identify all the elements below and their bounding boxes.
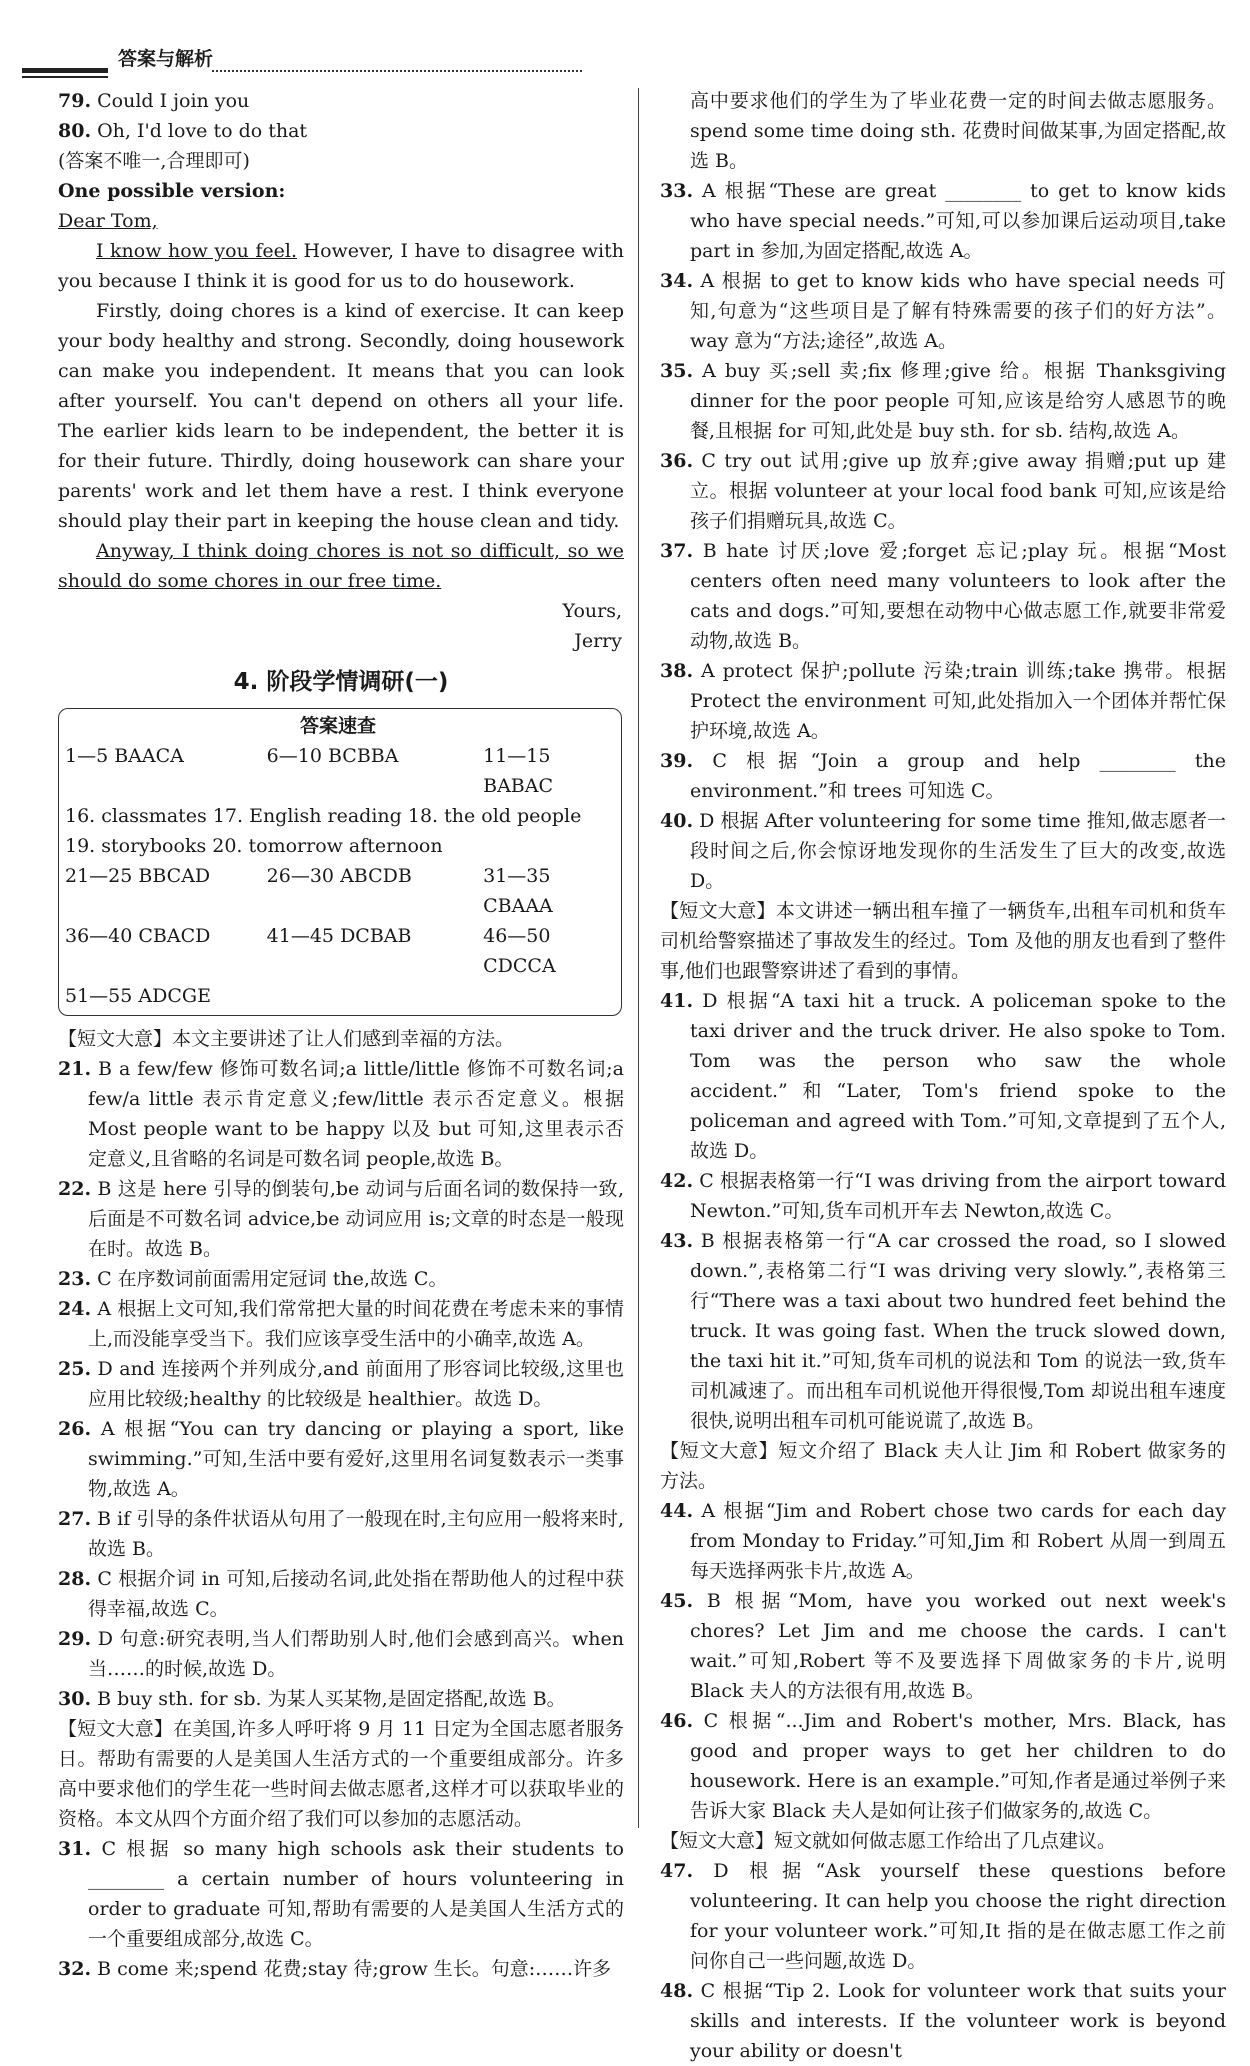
answer-item xyxy=(660,1586,1226,1706)
answer-item xyxy=(660,1166,1226,1226)
letter-greeting: Dear Tom, xyxy=(58,210,158,232)
box-row xyxy=(65,861,611,921)
box-cell: 6—10 BCBBA xyxy=(266,745,399,767)
header-bar xyxy=(22,68,108,73)
item-text: D and 连接两个并列成分,and 前面用了形容词比较级,这里也应用比较级;healthy 的比较级是 healthier。故选 D。 xyxy=(88,1358,624,1410)
item-text: B hate 讨厌;love 爱;forget 忘记;play 玩。根据“Most centers often need many volunteers to look after the cats and dogs.”可知,要想在动物中心做志愿工作,就要非常爱动物,故选 B。 xyxy=(690,540,1226,652)
item-number: 38. xyxy=(660,660,694,682)
box-cell: 31—35 CBAAA xyxy=(483,865,553,917)
item-text: C try out 试用;give up 放弃;give away 捐赠;put up 建立。根据 volunteer at your local food bank 可知,应该是给孩子们捐赠玩具,故选 C。 xyxy=(690,450,1226,532)
summary: 【短文大意】本文讲述一辆出租车撞了一辆货车,出租车司机和货车司机给警察描述了事故发生的经过。Tom 及他的朋友也看到了整件事,他们也跟警察讲述了看到的事情。 xyxy=(660,900,1226,982)
underlined-sentence: Anyway, I think doing chores is not so difficult, so we should do some chores in our free time. xyxy=(58,540,624,592)
item-text: B come 来;spend 花费;stay 待;grow 生长。句意:……许多 xyxy=(97,1958,612,1980)
answer-item xyxy=(58,116,624,146)
item-text: C 在序数词前面需用定冠词 the,故选 C。 xyxy=(97,1268,448,1290)
box-cell: 1—5 BAACA xyxy=(65,745,184,767)
item-number: 22. xyxy=(58,1178,92,1200)
answer-item xyxy=(58,1624,624,1684)
answer-quick-check-box xyxy=(58,708,622,1016)
answer-item xyxy=(58,1054,624,1174)
version-label: One possible version: xyxy=(58,180,286,202)
answer-item xyxy=(58,86,624,116)
box-row xyxy=(65,801,611,831)
box-row xyxy=(65,831,611,861)
answer-item xyxy=(58,1684,624,1714)
answer-item xyxy=(58,1354,624,1414)
item-text: C 根据“...Jim and Robert's mother, Mrs. Black, has good and proper ways to get her children to do housework. Here is an example.”可知,作者是通过举例子来告诉大家 Black 夫人是如何让孩子们做家务的,故选 C。 xyxy=(690,1710,1226,1822)
continued-text: 高中要求他们的学生为了毕业花费一定的时间去做志愿服务。spend some time doing sth. 花费时间做某事,为固定搭配,故选 B。 xyxy=(690,90,1226,172)
item-number: 31. xyxy=(58,1838,92,1860)
answer-item xyxy=(58,1264,624,1294)
box-cell: 36—40 CBACD xyxy=(65,925,211,947)
item-text: D 句意:研究表明,当人们帮助别人时,他们会感到高兴。when 当……的时候,故选 D。 xyxy=(88,1628,624,1680)
item-text: D 根据“Ask yourself these questions before volunteering. It can help you choose the right direction for your volunteer work.”可知,It 指的是在做志愿工作之前问你自己一些问题,故选 D。 xyxy=(690,1860,1227,1972)
letter-signature: Jerry xyxy=(574,630,622,652)
item-number: 30. xyxy=(58,1688,92,1710)
column-divider xyxy=(638,88,639,1828)
item-text: A 根据“Jim and Robert chose two cards for each day from Monday to Friday.”可知,Jim 和 Robert 从周一到周五每天选择两张卡片,故选 A。 xyxy=(690,1500,1226,1582)
item-text: B 根据表格第一行“A car crossed the road, so I slowed down.”,表格第二行“I was driving very slowly.”,表格第三行“There was a taxi about two hundred feet behind the truck. It was going fast. When the truck slowed down, the taxi hit it.”可知,货车司机的说法和 Tom 的说法一致,货车司机减速了。而出租车司机说他开得很慢,Tom 却说出租车速度很快,说明出租车司机可能说谎了,故选 B。 xyxy=(690,1230,1226,1432)
item-text: B 根据“Mom, have you worked out next week's chores? Let Jim and me choose the cards. I can't wait.”可知,Robert 等不及要选择下周做家务的卡片,说明 Black 夫人的方法很有用,故选 B。 xyxy=(690,1590,1226,1702)
answer-item xyxy=(58,1954,624,1984)
item-number: 36. xyxy=(660,450,694,472)
box-row xyxy=(65,921,611,981)
letter-para-2: Firstly, doing chores is a kind of exercise. It can keep your body healthy and strong. Secondly, doing housework can make you independent. It means that you can look after yourself. You can't depend on others all your life. The earlier kids learn to be independent, the better it is for their future. Thirdly, doing housework can share your parents' work and let them have a rest. I think everyone should play their part in keeping the house clean and tidy. xyxy=(58,300,624,532)
answer-item xyxy=(58,1174,624,1264)
item-text: A 根据 to get to know kids who have special needs 可知,句意为“这些项目是了解有特殊需要的孩子们的好方法”。way 意为“方法;途径”,故选 A。 xyxy=(690,270,1226,352)
header-bar-thin xyxy=(22,76,108,78)
item-text: Could I join you xyxy=(97,90,250,112)
header-title: 答案与解析 xyxy=(118,48,214,70)
item-text: Oh, I'd love to do that xyxy=(97,120,308,142)
letter-para-3 xyxy=(58,536,624,596)
para-text: However, I have to disagree with you because I think it is good for us to do housework. xyxy=(58,240,624,292)
section-title: 4. 阶段学情调研(一) xyxy=(233,669,449,695)
item-text: C 根据“Join a group and help ________ the environment.”和 trees 可知选 C。 xyxy=(690,750,1226,802)
header-dotted-rule xyxy=(212,70,582,72)
item-number: 40. xyxy=(660,810,694,832)
item-text: B if 引导的条件状语从句用了一般现在时,主句应用一般将来时,故选 B。 xyxy=(88,1508,624,1560)
item-number: 34. xyxy=(660,270,694,292)
summary: 【短文大意】在美国,许多人呼吁将 9 月 11 日定为全国志愿者服务日。帮助有需要的人是美国人生活方式的一个重要组成部分。许多高中要求他们的学生花一些时间去做志愿者,这样才可以获取毕业的资格。本文从四个方面介绍了我们可以参加的志愿活动。 xyxy=(58,1718,624,1830)
answer-item xyxy=(58,1294,624,1354)
box-cell: 26—30 ABCDB xyxy=(266,865,412,887)
box-cell: 21—25 BBCAD xyxy=(65,865,211,887)
answer-item xyxy=(660,806,1226,896)
item-text: C 根据 so many high schools ask their students to ________ a certain number of hours volunteering in order to graduate 可知,帮助有需要的人是美国人生活方式的一个重要组成部分,故选 C。 xyxy=(88,1838,624,1950)
item-number: 35. xyxy=(660,360,694,382)
item-text: D 根据 After volunteering for some time 推知,做志愿者一段时间之后,你会惊讶地发现你的生活发生了巨大的改变,故选 D。 xyxy=(690,810,1226,892)
box-cell: 19. storybooks 20. tomorrow afternoon xyxy=(65,835,443,857)
box-cell: 46—50 CDCCA xyxy=(483,925,556,977)
answer-item xyxy=(660,1226,1226,1436)
item-number: 47. xyxy=(660,1860,694,1882)
answer-item xyxy=(660,1706,1226,1826)
item-number: 28. xyxy=(58,1568,92,1590)
answer-item xyxy=(660,746,1226,806)
item-text: A protect 保护;pollute 污染;train 训练;take 携带。根据 Protect the environment 可知,此处指加入一个团体并帮忙保护环境,故选 A。 xyxy=(690,660,1226,742)
item-number: 48. xyxy=(660,1980,694,2002)
letter-para-1 xyxy=(58,236,624,296)
answer-item xyxy=(58,1414,624,1504)
answer-item xyxy=(660,1976,1226,2066)
item-number: 44. xyxy=(660,1500,694,1522)
answer-item xyxy=(660,986,1226,1166)
box-cell: 11—15 BABAC xyxy=(483,745,554,797)
summary: 【短文大意】短文介绍了 Black 夫人让 Jim 和 Robert 做家务的方法。 xyxy=(660,1440,1226,1492)
item-text: B 这是 here 引导的倒装句,be 动词与后面名词的数保持一致,后面是不可数名词 advice,be 动词应用 is;文章的时态是一般现在时。故选 B。 xyxy=(88,1178,624,1260)
box-cell: 51—55 ADCGE xyxy=(65,985,211,1007)
item-number: 21. xyxy=(58,1058,92,1080)
answer-item xyxy=(660,656,1226,746)
item-number: 79. xyxy=(58,90,92,112)
answer-item xyxy=(660,1496,1226,1586)
item-number: 39. xyxy=(660,750,694,772)
item-number: 25. xyxy=(58,1358,92,1380)
item-number: 29. xyxy=(58,1628,92,1650)
item-number: 37. xyxy=(660,540,694,562)
item-number: 41. xyxy=(660,990,694,1012)
item-number: 24. xyxy=(58,1298,92,1320)
box-title: 答案速查 xyxy=(299,715,376,737)
answer-item xyxy=(660,266,1226,356)
item-number: 43. xyxy=(660,1230,694,1252)
item-number: 26. xyxy=(58,1418,92,1440)
summary: 【短文大意】短文就如何做志愿工作给出了几点建议。 xyxy=(660,1830,1117,1852)
item-text: C 根据表格第一行“I was driving from the airport toward Newton.”可知,货车司机开车去 Newton,故选 C。 xyxy=(690,1170,1226,1222)
item-text: A 根据“You can try dancing or playing a sport, like swimming.”可知,生活中要有爱好,这里用名词复数表示一类事物,故选 A。 xyxy=(88,1418,624,1500)
answer-item xyxy=(58,1834,624,1954)
page-header xyxy=(22,46,582,74)
box-cell: 16. classmates 17. English reading 18. the old people xyxy=(65,805,582,827)
box-row xyxy=(65,981,611,1011)
answer-item xyxy=(660,1856,1226,1976)
letter-closing: Yours, xyxy=(562,600,622,622)
answer-item xyxy=(58,1504,624,1564)
underlined-sentence: I know how you feel. xyxy=(96,240,297,262)
item-number: 33. xyxy=(660,180,694,202)
item-number: 23. xyxy=(58,1268,92,1290)
item-number: 32. xyxy=(58,1958,92,1980)
item-text: C 根据“Tip 2. Look for volunteer work that suits your skills and interests. If the volunteer work is beyond your ability or doesn't xyxy=(690,1980,1227,2062)
item-number: 45. xyxy=(660,1590,694,1612)
answer-item xyxy=(660,176,1226,266)
box-row xyxy=(65,741,611,801)
item-text: A 根据“These are great ________ to get to know kids who have special needs.”可知,可以参加课后运动项目,take part in 参加,为固定搭配,故选 A。 xyxy=(690,180,1226,262)
item-number: 80. xyxy=(58,120,92,142)
item-text: A 根据上文可知,我们常常把大量的时间花费在考虑未来的事情上,而没能享受当下。我们应该享受生活中的小确幸,故选 A。 xyxy=(88,1298,624,1350)
item-text: B a few/few 修饰可数名词;a little/little 修饰不可数名词;a few/a little 表示肯定意义;few/little 表示否定意义。根据 Most people want to be happy 以及 but 可知,这里表示否定意义,且省略的名词是可数名词 people,故选 B。 xyxy=(88,1058,624,1170)
answer-item xyxy=(660,356,1226,446)
box-cell: 41—45 DCBAB xyxy=(266,925,412,947)
right-column xyxy=(660,86,1226,2066)
answer-item xyxy=(58,1564,624,1624)
item-text: A buy 买;sell 卖;fix 修理;give 给。根据 Thanksgiving dinner for the poor people 可知,应该是给穷人感恩节的晚餐,且根据 for 可知,此处是 buy sth. for sb. 结构,故选 A。 xyxy=(690,360,1226,442)
answer-item xyxy=(660,536,1226,656)
item-text: D 根据“A taxi hit a truck. A policeman spoke to the taxi driver and the truck driver. He also spoke to Tom. Tom was the person who saw the whole accident.”和“Later, Tom's friend spoke to the policeman and agreed with Tom.”可知,文章提到了五个人,故选 D。 xyxy=(690,990,1226,1162)
answer-note: (答案不唯一,合理即可) xyxy=(58,150,250,172)
item-text: B buy sth. for sb. 为某人买某物,是固定搭配,故选 B。 xyxy=(97,1688,566,1710)
item-number: 42. xyxy=(660,1170,694,1192)
item-text: C 根据介词 in 可知,后接动名词,此处指在帮助他人的过程中获得幸福,故选 C。 xyxy=(88,1568,624,1620)
left-column xyxy=(58,86,624,1984)
summary: 【短文大意】本文主要讲述了让人们感到幸福的方法。 xyxy=(58,1028,515,1050)
item-number: 46. xyxy=(660,1710,694,1732)
answer-item xyxy=(660,446,1226,536)
item-number: 27. xyxy=(58,1508,92,1530)
